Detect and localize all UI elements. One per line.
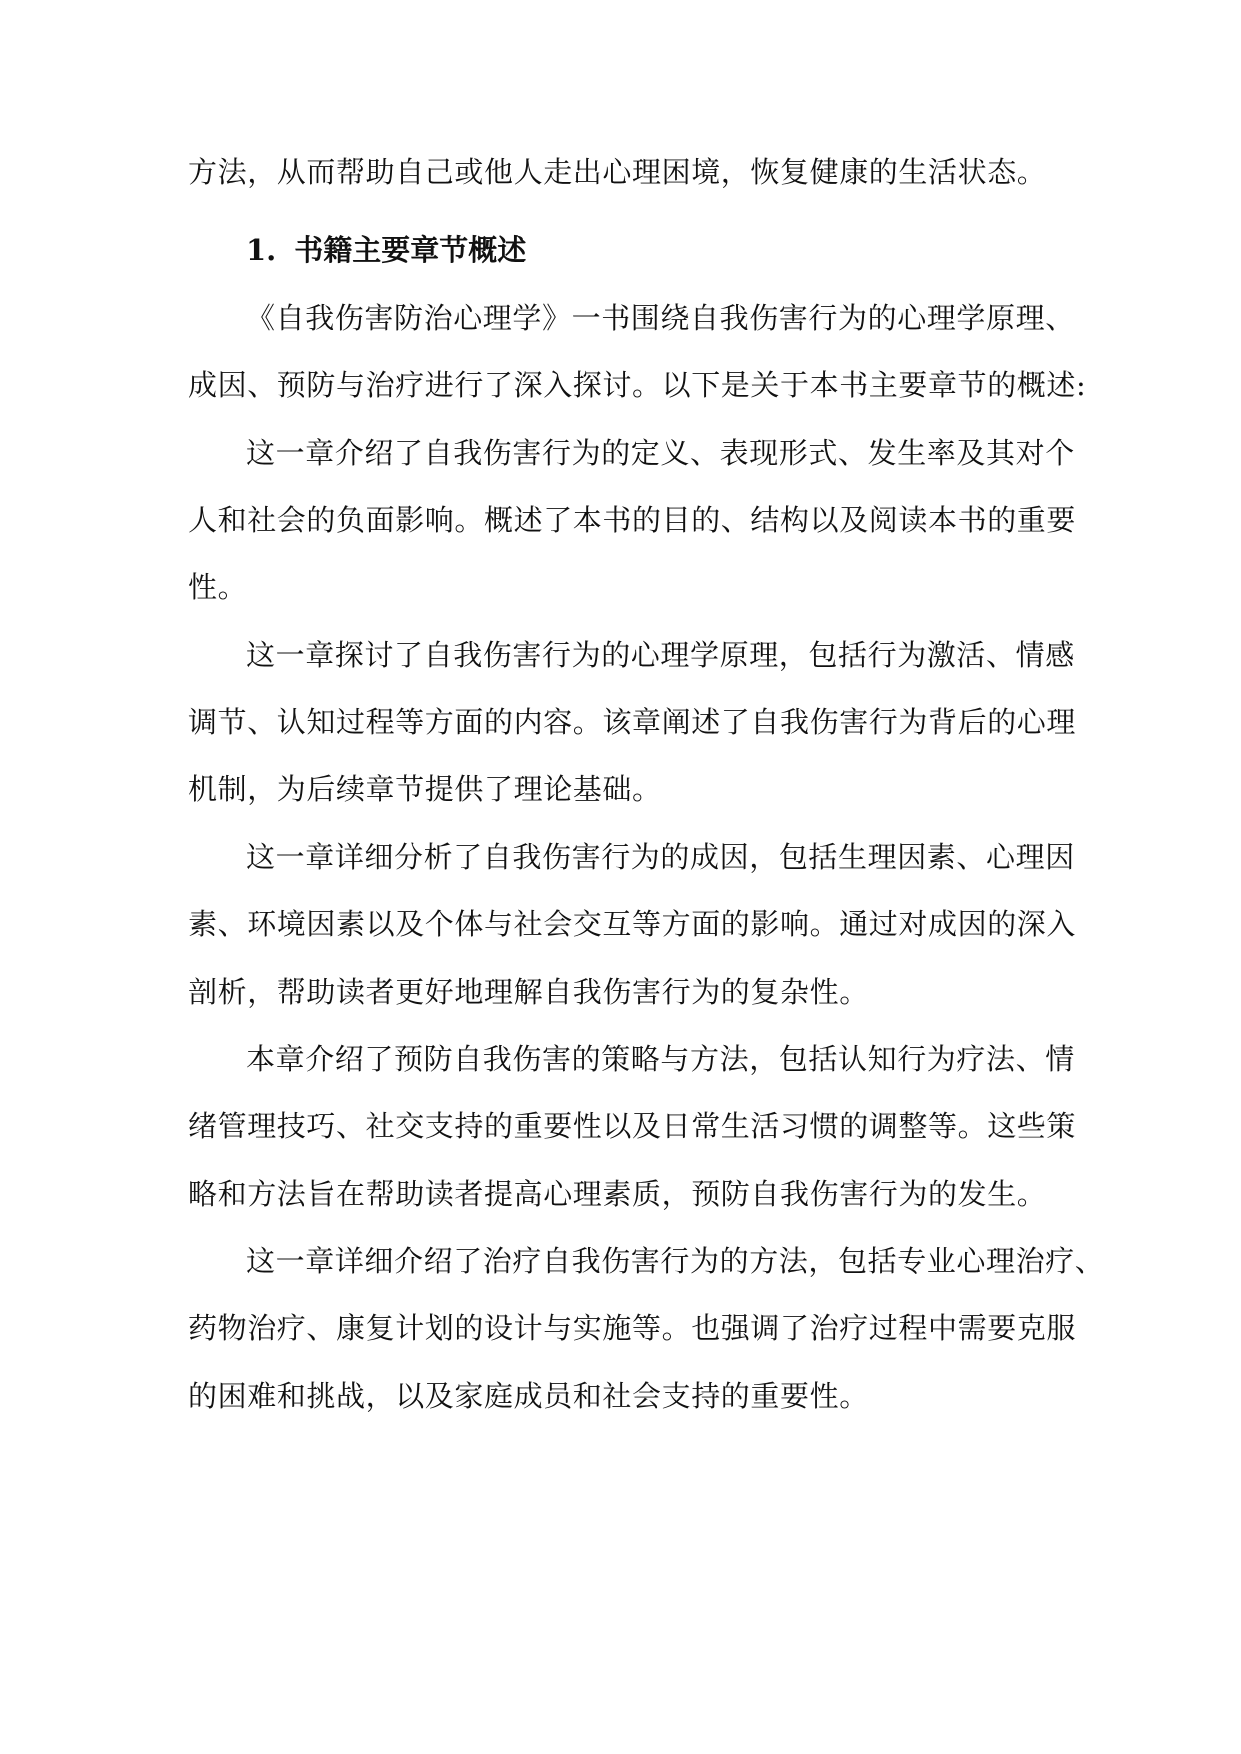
paragraph-line: 人和社会的负面影响。概述了本书的目的、结构以及阅读本书的重要	[188, 503, 1077, 537]
section-title: 书籍主要章节概述	[294, 233, 527, 267]
paragraph-line: 剖析，帮助读者更好地理解自我伤害行为的复杂性。	[188, 975, 869, 1009]
paragraph-line: 本章介绍了预防自我伤害的策略与方法，包括认知行为疗法、情	[246, 1042, 1075, 1076]
paragraph-line: 的困难和挑战，以及家庭成员和社会支持的重要性。	[188, 1379, 869, 1413]
paragraph-line: 机制，为后续章节提供了理论基础。	[188, 772, 662, 806]
paragraph-line: 这一章详细分析了自我伤害行为的成因，包括生理因素、心理因	[246, 840, 1075, 874]
paragraph-line: 素、环境因素以及个体与社会交互等方面的影响。通过对成因的深入	[188, 907, 1077, 941]
paragraph-line: 方法，从而帮助自己或他人走出心理困境，恢复健康的生活状态。	[188, 155, 1047, 189]
paragraph-line: 这一章详细介绍了治疗自我伤害行为的方法，包括专业心理治疗、	[246, 1244, 1105, 1278]
paragraph-line: 性。	[188, 570, 248, 604]
paragraph-line: 调节、认知过程等方面的内容。该章阐述了自我伤害行为背后的心理	[188, 705, 1077, 739]
paragraph-line: 绪管理技巧、社交支持的重要性以及日常生活习惯的调整等。这些策	[188, 1109, 1077, 1143]
section-number: 1.	[246, 233, 277, 267]
paragraph-line: 药物治疗、康复计划的设计与实施等。也强调了治疗过程中需要克服	[188, 1311, 1077, 1345]
paragraph-line: 成因、预防与治疗进行了深入探讨。以下是关于本书主要章节的概述:	[188, 368, 1087, 402]
paragraph-line: 略和方法旨在帮助读者提高心理素质，预防自我伤害行为的发生。	[188, 1177, 1047, 1211]
section-heading	[246, 230, 526, 270]
paragraph-line: 这一章介绍了自我伤害行为的定义、表现形式、发生率及其对个	[246, 436, 1075, 470]
paragraph-line: 《自我伤害防治心理学》一书围绕自我伤害行为的心理学原理、	[246, 301, 1075, 335]
paragraph-line: 这一章探讨了自我伤害行为的心理学原理，包括行为激活、情感	[246, 638, 1075, 672]
